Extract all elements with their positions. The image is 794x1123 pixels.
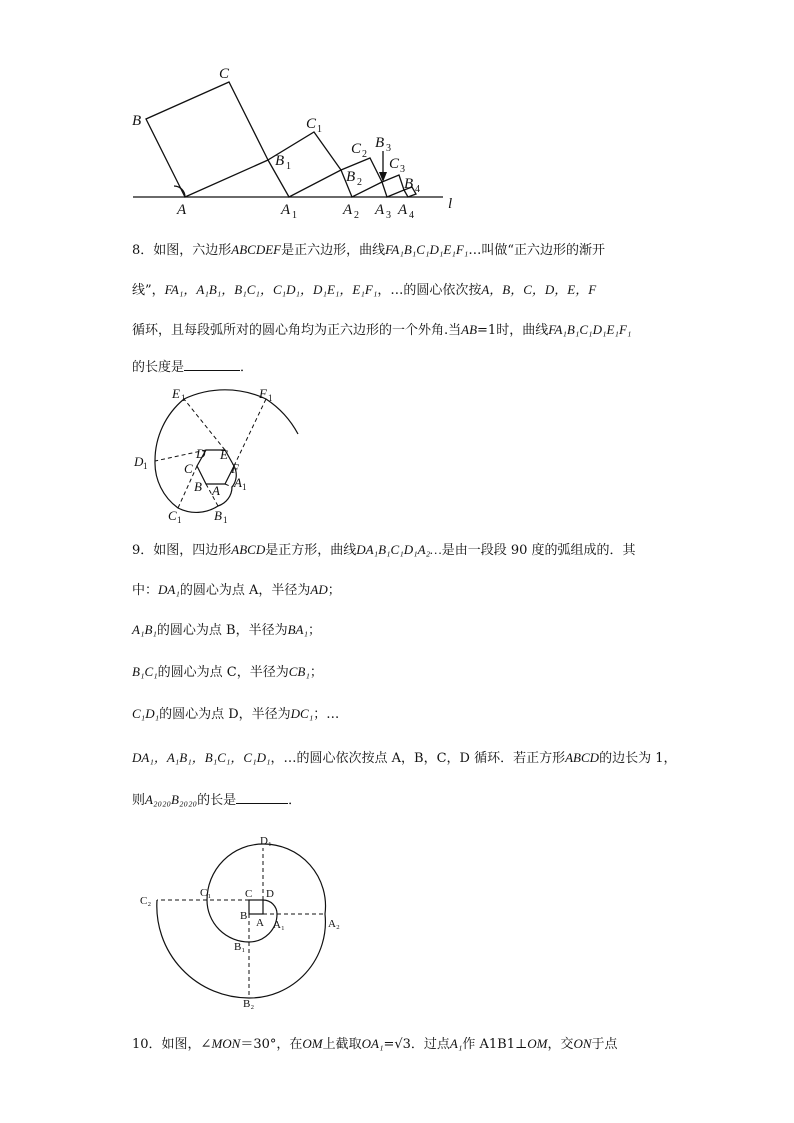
- q9-square: ABCD: [231, 542, 266, 557]
- label-c2: C₂: [140, 895, 152, 907]
- label-b2: B: [346, 169, 356, 185]
- q8-text: ，…的圆心依次按: [377, 283, 482, 298]
- q10-om: OM: [302, 1036, 323, 1051]
- sub-a2: 2: [354, 210, 359, 221]
- q9-text: 的边长为 1，: [599, 751, 677, 766]
- q9-curve: DA₁B₁C₁D₁A₂…: [356, 542, 442, 557]
- q10-a1: A₁: [449, 1036, 463, 1051]
- label-c: C: [245, 888, 253, 900]
- label-b: B: [240, 910, 248, 922]
- q10-text: ＝30°，在: [240, 1037, 303, 1052]
- label-a: A: [177, 202, 187, 218]
- q8-curve: FA₁B₁C₁D₁E₁F₁: [548, 322, 632, 337]
- q9-text: 的圆心为点 C，半径为: [157, 665, 289, 680]
- q9-square: ABCD: [565, 750, 600, 765]
- label-a: A: [256, 917, 264, 929]
- label-c: C: [219, 66, 230, 82]
- label-l: l: [448, 196, 453, 212]
- q9-text: 中：: [132, 583, 159, 598]
- sub-c1: 1: [317, 124, 322, 135]
- q9-text: ；…: [313, 707, 340, 722]
- q8-hexagon: ABCDEF: [231, 242, 282, 257]
- label-b3: B: [375, 135, 385, 151]
- q10-text: 于点: [591, 1037, 618, 1052]
- label-d: D: [266, 888, 274, 900]
- label-c1: C: [168, 508, 177, 523]
- q9-text: 则: [132, 793, 146, 808]
- q9-text: ；: [327, 583, 341, 598]
- q10-om: OM: [527, 1036, 548, 1051]
- q9-text: ，…的圆心依次按点 A，B，C，D 循环．若正方形: [270, 751, 566, 766]
- q9-text: 9．如图，四边形: [132, 543, 232, 558]
- q9-text: 是正方形，曲线: [265, 543, 357, 558]
- label-a4: A: [398, 202, 408, 218]
- label-c2: C: [351, 141, 362, 157]
- label-c3: C: [389, 156, 400, 172]
- q9-radius: AD: [310, 582, 328, 597]
- label-d1: D₁: [260, 835, 272, 847]
- q8-text: =1时，曲线: [477, 323, 549, 338]
- q10-angle: MON: [211, 1036, 241, 1051]
- q9-arc: DA₁: [158, 582, 180, 597]
- label-a2: A: [343, 202, 353, 218]
- label-b4: B: [404, 176, 414, 192]
- sub-c2: 2: [362, 149, 367, 160]
- label-d: D: [196, 446, 206, 461]
- q9-text: 是由一段段 90 度的弧组成的．其: [441, 543, 636, 558]
- sub-a4: 4: [409, 210, 414, 221]
- q10-text: 作 A1B1⊥: [462, 1037, 528, 1052]
- q8-text: ．: [240, 360, 254, 375]
- q8-centers: A，B，C，D，E，F: [481, 282, 597, 297]
- label-a: A: [212, 483, 220, 498]
- q8-text: 的长度是: [132, 360, 185, 375]
- q10-text: ，交: [547, 1037, 574, 1052]
- q8-curve: FA₁B₁C₁D₁E₁F₁: [385, 242, 469, 257]
- sub-b3: 3: [386, 143, 391, 154]
- q8-text: …叫做“正六边形的渐开: [468, 243, 605, 258]
- q9-arc: A₁B₁: [132, 622, 157, 637]
- label-e1: E: [172, 386, 180, 401]
- sub-c3: 3: [400, 164, 405, 175]
- sub-a1: 1: [292, 210, 297, 221]
- sub-b1: 1: [286, 161, 291, 172]
- label-b1: B: [275, 153, 285, 169]
- label-a2: A₂: [328, 918, 340, 930]
- q9-text: ．: [288, 793, 302, 808]
- q9-text: ；: [308, 623, 322, 638]
- q8-text: 线”，: [132, 283, 165, 298]
- label-b1: B₁: [234, 941, 246, 953]
- svg-text:1: 1: [181, 393, 186, 403]
- q9-radius: BA₁: [287, 622, 309, 637]
- q10-text: 上截取: [322, 1037, 362, 1052]
- svg-text:1: 1: [268, 393, 273, 403]
- svg-text:1: 1: [223, 515, 228, 525]
- label-c: C: [184, 461, 193, 476]
- sub-b2: 2: [357, 177, 362, 188]
- label-d1: D: [134, 454, 144, 469]
- sub-b4: 4: [415, 184, 420, 195]
- q9-text: 的圆心为点 B，半径为: [156, 623, 288, 638]
- label-a1: A: [234, 475, 242, 490]
- q9-arc: C₁D₁: [132, 706, 160, 721]
- label-f: F: [231, 461, 239, 476]
- label-b2: B₂: [243, 998, 255, 1010]
- q10-on: ON: [573, 1036, 592, 1051]
- label-c1: C: [306, 116, 317, 132]
- label-b: B: [132, 113, 142, 129]
- square-abcd: [249, 900, 263, 914]
- q9-radius: CB₁: [288, 664, 310, 679]
- q9-radius: DC₁: [290, 706, 314, 721]
- q9-text: 的长是: [197, 793, 237, 808]
- label-e: E: [220, 447, 228, 462]
- svg-text:1: 1: [143, 461, 148, 471]
- svg-text:1: 1: [177, 515, 182, 525]
- q8-text: 循环，且每段弧所对的圆心角均为正六边形的一个外角.当: [132, 323, 462, 338]
- q10-oa1: OA₁: [361, 1036, 384, 1051]
- label-b: B: [194, 479, 202, 494]
- q8-ab: AB: [461, 322, 478, 337]
- label-c1: C₁: [200, 887, 212, 899]
- q9-arcs: DA₁，A₁B₁，B₁C₁，C₁D₁: [132, 750, 271, 765]
- sub-a3: 3: [386, 210, 391, 221]
- q8-arcs: FA₁，A₁B₁，B₁C₁，C₁D₁，D₁E₁，E₁F₁: [164, 282, 378, 297]
- label-a1: A: [281, 202, 291, 218]
- q9-text: 的圆心为点 A，半径为: [179, 583, 311, 598]
- q10-text: 10．如图，∠: [132, 1037, 212, 1052]
- label-b1: B: [214, 508, 222, 523]
- q8-text: 8．如图，六边形: [132, 243, 232, 258]
- q9-text: 的圆心为点 D，半径为: [159, 707, 291, 722]
- q10-text: =√3．过点: [383, 1037, 450, 1052]
- label-f1: F: [259, 386, 267, 401]
- label-a1: A₁: [273, 919, 285, 931]
- label-a3: A: [375, 202, 385, 218]
- q8-text: 是正六边形，曲线: [281, 243, 386, 258]
- svg-text:1: 1: [242, 482, 247, 492]
- q9-arc-2020: A₂₀₂₀B₂₀₂₀: [145, 792, 198, 807]
- q9-text: ；: [309, 665, 323, 680]
- q10-line-1: [132, 1034, 618, 1055]
- q9-arc: B₁C₁: [132, 664, 158, 679]
